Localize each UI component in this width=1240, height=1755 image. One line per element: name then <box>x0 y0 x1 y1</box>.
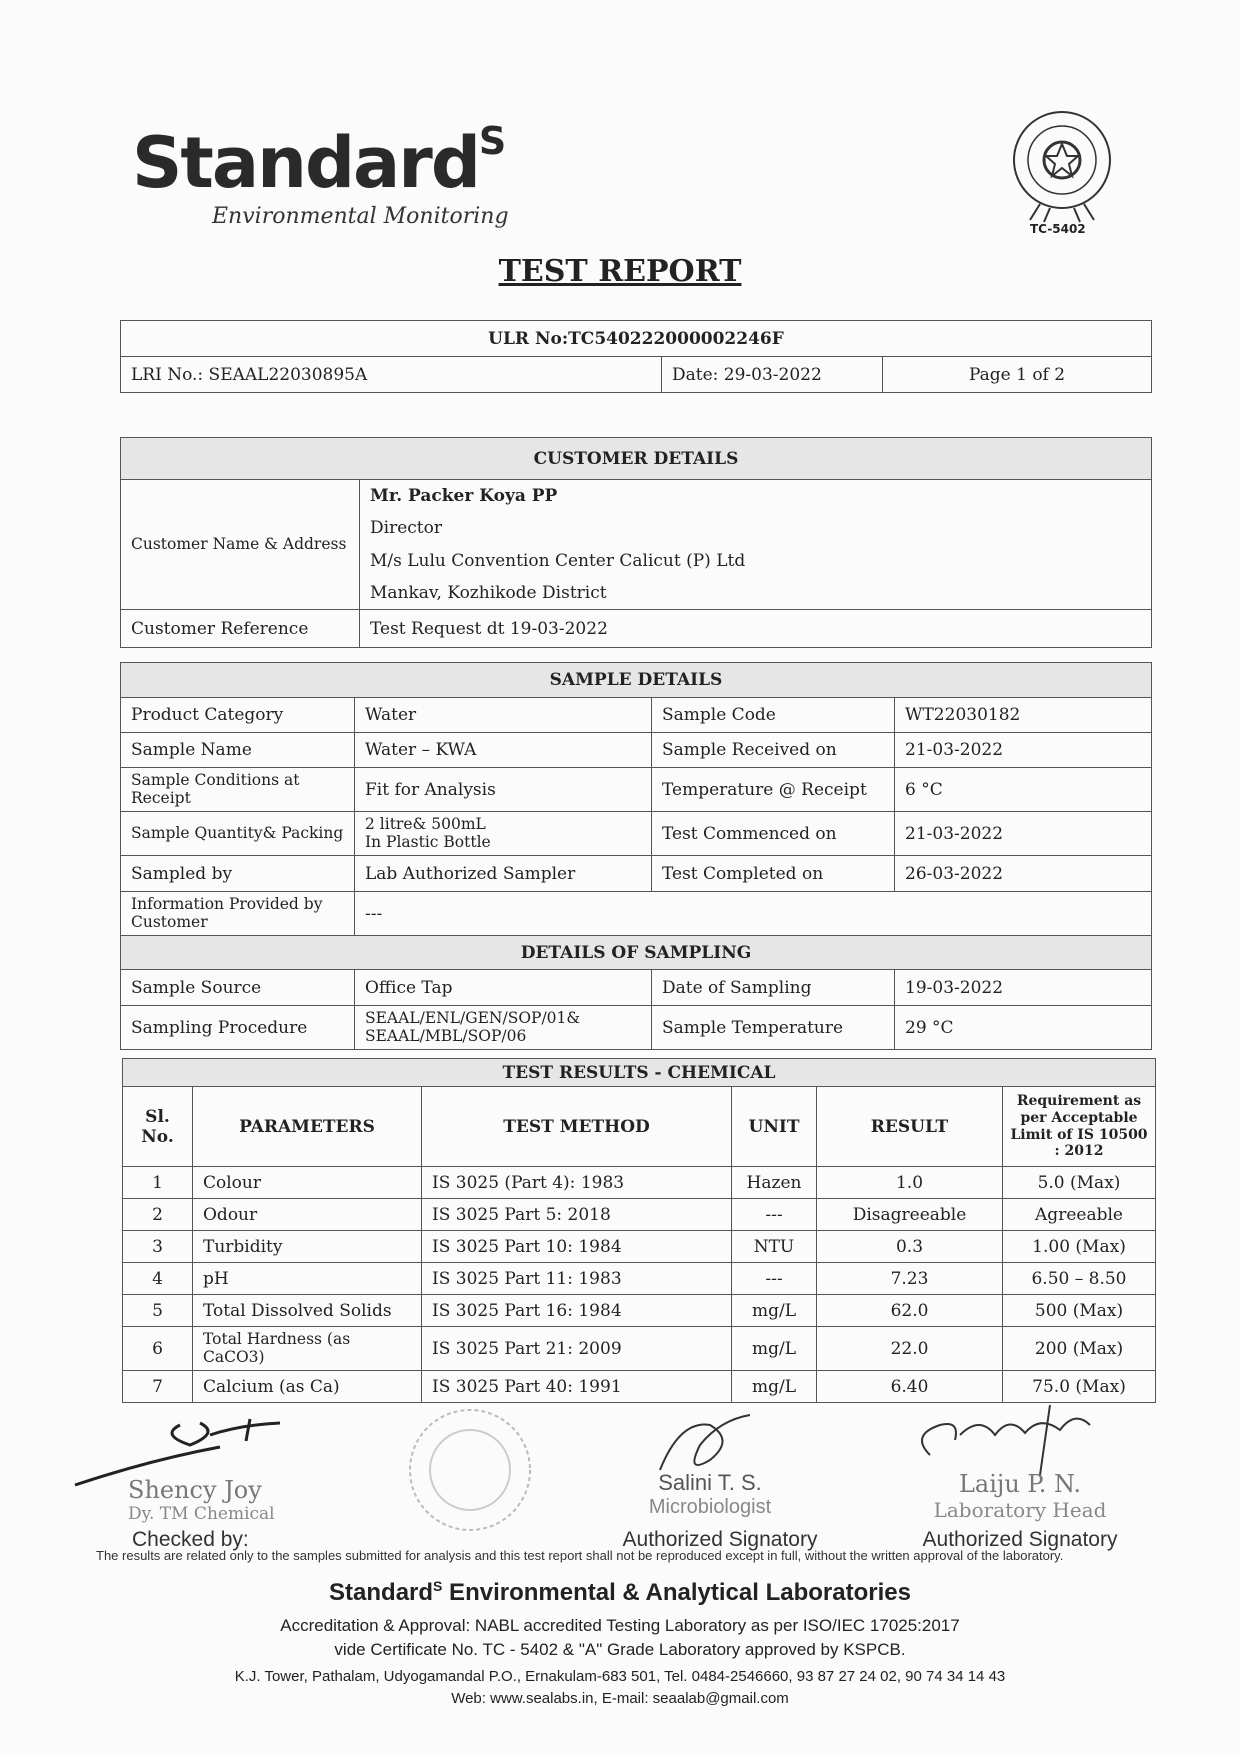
lab-name-rest: Environmental & Analytical Laboratories <box>442 1579 911 1606</box>
cell-unit: mg/L <box>732 1371 817 1403</box>
customer-address-line: M/s Lulu Convention Center Calicut (P) Ltd <box>370 550 746 571</box>
customer-section-title: CUSTOMER DETAILS <box>121 438 1152 480</box>
table-row <box>123 1167 1156 1199</box>
cell-result: 7.23 <box>817 1263 1003 1295</box>
cell-result: Disagreeable <box>817 1199 1003 1231</box>
sample-field-value: 2 litre& 500mL In Plastic Bottle <box>355 812 652 856</box>
cell-unit: --- <box>732 1263 817 1295</box>
cell-unit: Hazen <box>732 1167 817 1199</box>
sample-field-label: Sample Code <box>652 698 895 733</box>
cell-result: 0.3 <box>817 1231 1003 1263</box>
sampling-field-label: Sampling Procedure <box>121 1006 355 1050</box>
disclaimer: The results are related only to the samples submitted for analysis and this test report shall not be reproduced except in full, without the written approval of the laboratory. <box>96 1548 1064 1563</box>
sample-section-title: SAMPLE DETAILS <box>121 663 1152 698</box>
cell-limit: Agreeable <box>1003 1199 1156 1231</box>
signature-block-1 <box>128 1476 428 1524</box>
ulr-number: ULR No:TC540222000002246F <box>121 321 1152 357</box>
cell-limit: 6.50 – 8.50 <box>1003 1263 1156 1295</box>
customer-address-line: Mankav, Kozhikode District <box>370 582 607 603</box>
sample-field-label: Sample Received on <box>652 733 895 768</box>
sample-field-value: 6 °C <box>895 768 1152 812</box>
brand-name: Standard <box>132 122 479 204</box>
sample-field-label: Sample Quantity& Packing <box>121 812 355 856</box>
cell-method: IS 3025 Part 40: 1991 <box>422 1371 732 1403</box>
nabl-seal-icon <box>1000 108 1120 238</box>
column-header: PARAMETERS <box>193 1087 422 1167</box>
cell-parameter: Total Dissolved Solids <box>193 1295 422 1327</box>
customer-address-line: Director <box>370 518 442 539</box>
sample-field-label: Test Completed on <box>652 856 895 892</box>
table-row <box>123 1295 1156 1327</box>
table-row <box>123 1231 1156 1263</box>
lab-name-sup: S <box>433 1578 443 1594</box>
signatory-role: Microbiologist <box>648 1496 772 1518</box>
cell-sl: 7 <box>123 1371 193 1403</box>
customer-reference: Test Request dt 19-03-2022 <box>360 610 1152 648</box>
sampling-field-label: Sample Temperature <box>652 1006 895 1050</box>
cell-result: 6.40 <box>817 1371 1003 1403</box>
cell-sl: 6 <box>123 1327 193 1371</box>
sampling-field-label: Date of Sampling <box>652 970 895 1006</box>
sample-field-value: Water – KWA <box>355 733 652 768</box>
cell-limit: 75.0 (Max) <box>1003 1371 1156 1403</box>
cell-result: 62.0 <box>817 1295 1003 1327</box>
cell-unit: --- <box>732 1199 817 1231</box>
sample-field-value: Lab Authorized Sampler <box>355 856 652 892</box>
sample-field-value: 21-03-2022 <box>895 812 1152 856</box>
sampling-field-value: 19-03-2022 <box>895 970 1152 1006</box>
table-row <box>123 1327 1156 1371</box>
signatory-role: Laboratory Head <box>933 1498 1107 1522</box>
table-row <box>123 1263 1156 1295</box>
sampling-field-value: 29 °C <box>895 1006 1152 1050</box>
signatory-line: Authorized Signatory <box>622 1528 818 1551</box>
sampling-section-title: DETAILS OF SAMPLING <box>121 936 1152 970</box>
seal-code: TC-5402 <box>1030 222 1086 236</box>
cell-unit: mg/L <box>732 1327 817 1371</box>
signatory-name: Laiju P. N. <box>958 1470 1082 1498</box>
cell-limit: 5.0 (Max) <box>1003 1167 1156 1199</box>
lri-number: LRI No.: SEAAL22030895A <box>121 357 662 393</box>
column-header: Sl. No. <box>123 1087 193 1167</box>
sampling-field-label: Sample Source <box>121 970 355 1006</box>
cell-result: 1.0 <box>817 1167 1003 1199</box>
lab-name <box>0 1578 1240 1607</box>
column-header: TEST METHOD <box>422 1087 732 1167</box>
cell-parameter: Odour <box>193 1199 422 1231</box>
brand-tagline: Environmental Monitoring <box>212 204 509 229</box>
customer-reference-label: Customer Reference <box>121 610 360 648</box>
contact-line: Web: www.sealabs.in, E-mail: seaalab@gmail.com <box>451 1690 789 1707</box>
report-header-table <box>120 320 1152 393</box>
sample-field-value: 26-03-2022 <box>895 856 1152 892</box>
signatory-role: Dy. TM Chemical <box>128 1504 275 1524</box>
cell-sl: 3 <box>123 1231 193 1263</box>
cell-limit: 200 (Max) <box>1003 1327 1156 1371</box>
sampling-field-value: SEAAL/ENL/GEN/SOP/01& SEAAL/MBL/SOP/06 <box>355 1006 652 1050</box>
cell-sl: 2 <box>123 1199 193 1231</box>
cell-parameter: pH <box>193 1263 422 1295</box>
cell-sl: 4 <box>123 1263 193 1295</box>
test-results-table <box>122 1058 1156 1403</box>
sample-field-value: Fit for Analysis <box>355 768 652 812</box>
sample-field-value: WT22030182 <box>895 698 1152 733</box>
sample-field-label: Sampled by <box>121 856 355 892</box>
cell-limit: 500 (Max) <box>1003 1295 1156 1327</box>
sample-field-label: Sample Name <box>121 733 355 768</box>
brand-superscript: S <box>478 119 505 163</box>
sample-details-table <box>120 662 1152 1050</box>
signature-block-3 <box>900 1470 1140 1522</box>
cell-method: IS 3025 Part 11: 1983 <box>422 1263 732 1295</box>
report-title: TEST REPORT <box>498 254 742 289</box>
signature-block-2 <box>590 1470 830 1519</box>
accreditation-line: Accreditation & Approval: NABL accredited Testing Laboratory as per ISO/IEC 17025:2017 <box>280 1616 960 1635</box>
address-line: K.J. Tower, Pathalam, Udyogamandal P.O., Ernakulam-683 501, Tel. 0484-2546660, 93 87 27 24 02, 90 74 34 14 43 <box>234 1668 1006 1685</box>
cell-parameter: Turbidity <box>193 1231 422 1263</box>
signatory-name: Shency Joy <box>128 1476 262 1504</box>
cell-unit: NTU <box>732 1231 817 1263</box>
table-row <box>123 1199 1156 1231</box>
results-section-title: TEST RESULTS - CHEMICAL <box>123 1059 1156 1087</box>
sample-field-label: Product Category <box>121 698 355 733</box>
lab-name-brand: Standard <box>329 1579 434 1606</box>
cell-method: IS 3025 Part 16: 1984 <box>422 1295 732 1327</box>
certificate-line: vide Certificate No. TC - 5402 & "A" Grade Laboratory approved by KSPCB. <box>334 1640 906 1659</box>
cell-parameter: Calcium (as Ca) <box>193 1371 422 1403</box>
customer-name: Mr. Packer Koya PP <box>370 486 558 506</box>
report-date: Date: 29-03-2022 <box>662 357 883 393</box>
sample-field-label: Temperature @ Receipt <box>652 768 895 812</box>
customer-details-table <box>120 437 1152 648</box>
cell-sl: 1 <box>123 1167 193 1199</box>
sample-field-value: 21-03-2022 <box>895 733 1152 768</box>
cell-limit: 1.00 (Max) <box>1003 1231 1156 1263</box>
cell-method: IS 3025 (Part 4): 1983 <box>422 1167 732 1199</box>
cell-method: IS 3025 Part 5: 2018 <box>422 1199 732 1231</box>
sample-field-value: Water <box>355 698 652 733</box>
signatory-name: Salini T. S. <box>658 1470 762 1495</box>
brand-logo <box>132 119 505 204</box>
cell-method: IS 3025 Part 10: 1984 <box>422 1231 732 1263</box>
cell-result: 22.0 <box>817 1327 1003 1371</box>
cell-parameter: Colour <box>193 1167 422 1199</box>
cell-unit: mg/L <box>732 1295 817 1327</box>
sampling-field-value: Office Tap <box>355 970 652 1006</box>
cell-sl: 5 <box>123 1295 193 1327</box>
sample-field-label: Test Commenced on <box>652 812 895 856</box>
sample-field-value: --- <box>355 892 1152 936</box>
column-header: RESULT <box>817 1087 1003 1167</box>
signatory-line: Authorized Signatory <box>922 1528 1118 1551</box>
signatory-line: Checked by: <box>132 1528 249 1551</box>
cell-parameter: Total Hardness (as CaCO3) <box>193 1327 422 1371</box>
sample-field-label: Information Provided by Customer <box>121 892 355 936</box>
page-number: Page 1 of 2 <box>883 357 1152 393</box>
column-header: UNIT <box>732 1087 817 1167</box>
customer-name-label: Customer Name & Address <box>121 480 360 610</box>
sample-field-label: Sample Conditions at Receipt <box>121 768 355 812</box>
cell-method: IS 3025 Part 21: 2009 <box>422 1327 732 1371</box>
column-header: Requirement as per Acceptable Limit of IS 10500 : 2012 <box>1003 1087 1156 1167</box>
